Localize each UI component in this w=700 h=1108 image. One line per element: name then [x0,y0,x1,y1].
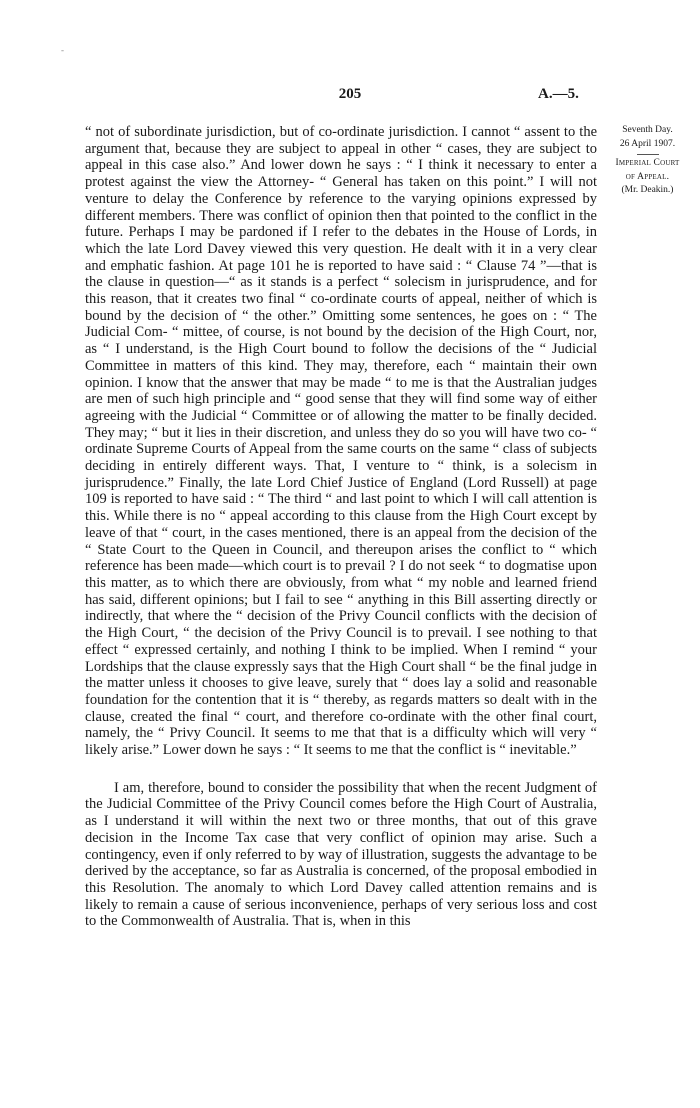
margin-note-date: 26 April 1907. [619,138,676,149]
paragraph-1: “ not of subordinate jurisdiction, but of co-ordinate jurisdiction. I cannot “ assent to the argument that, because they are subject to appeal in other “ cases, they are subject to appeal in this case also.” And lower down he says : “ I think it necessary to enter a protest against the view the Attorney- “ General has taken on this point.” I will not venture to delay the Conference by reference to the varying opinions expressed by different members. There was conflict of opinion then that pointed to the conflict in the future. Perhaps I may be pardoned if I refer to the debates in the House of Lords, in which the late Lord Davey viewed this very question. He dealt with it in a very clear and emphatic fashion. At page 101 he is reported to have said : “ Clause 74 ”—that is the clause in question—“ as it stands is a perfect “ solecism in jurisprudence, and for this reason, that it creates two final “ co-ordinate courts of appeal, neither of which is bound by the decision of “ the other.” Omitting some sentences, he goes on : “ The Judicial Com- “ mittee, of course, is not bound by the decision of the High Court, nor, as “ I understand, is the High Court bound to follow the decisions of the “ Judicial Committee in matters of this kind. They may, therefore, each “ maintain their own opinion. I know that the answer that may be made “ to me is that the Australian judges are men of such high principle and “ good sense that they will find some way of either agreeing with the Judicial “ Committee or of allowing the matter to be finally decided. They may; “ but it lies in their discretion, and unless they do so you will have two co- “ ordinate Supreme Courts of Appeal from the same courts on the same “ class of subjects deciding in entirely different ways. That, I venture to “ think, is a solecism in jurisprudence.” Finally, the late Lord Chief Justice of England (Lord Russell) at page 109 is reported to have said : “ The third “ and last point to which I will call attention is this. While there is no “ appeal according to this clause from the High Court except by leave of that “ court, in the cases mentioned, there is an appeal from the decision of the “ State Court to the Queen in Council, and thereupon arises the conflict to “ which reference has been made—which court is to prevail ? I do not seek “ to dogmatise upon this matter, as to which there are obviously, from what “ my noble and learned friend has said, different opinions; but I fail to see “ anything in this Bill asserting directly or indirectly, that where the “ decision of the Privy Council conflicts with the decision of the High Court, “ the decision of the Privy Council is to prevail. I see nothing to that effect “ expressed certainly, and nothing I think to be implied. When I remind “ your Lordships that the clause expressly says that the High Court shall “ be the final judge in the matter unless it chooses to give leave, surely that “ does lay a solid and reasonable foundation for the contention that it is “ thereby, as regards matters so dealt with in the clause, created the final “ court, and therefore co-ordinate with the other final court, namely, the “ Privy Council. It seems to me that that is a difficulty which will very “ likely arise.” Lower down he says : “ It seems to me that the conflict is “ inevitable.” [85,124,597,759]
body-text [85,124,597,930]
page-number: 205 [338,86,362,102]
stray-mark: - [61,45,64,55]
margin-note-speaker: (Mr. Deakin.) [621,185,674,195]
margin-note [600,124,695,198]
margin-note-divider [637,154,659,155]
document-code: A.—5. [538,86,579,102]
paragraph-2: I am, therefore, bound to consider the possibility that when the recent Judgment of the Judicial Committee of the Privy Council comes before the High Court of Australia, as I understand it will within the next two or three months, that out of this grave decision in the Income Tax case that very conflict of opinion may arise. Such a contingency, even if only referred to by way of illustration, suggests the advantage to be derived by the acceptance, so far as Australia is concerned, of the proposal embodied in this Resolution. The anomaly to which Lord Davey called attention remains and is likely to remain a cause of serious inconvenience, perhaps of very serious loss and cost to the Commonwealth of Australia. That is, when in this [85,779,597,930]
margin-note-day: Seventh Day. [622,125,673,135]
margin-note-subject-cont: of Appeal. [625,171,670,182]
margin-note-subject: Imperial Court [615,158,680,168]
